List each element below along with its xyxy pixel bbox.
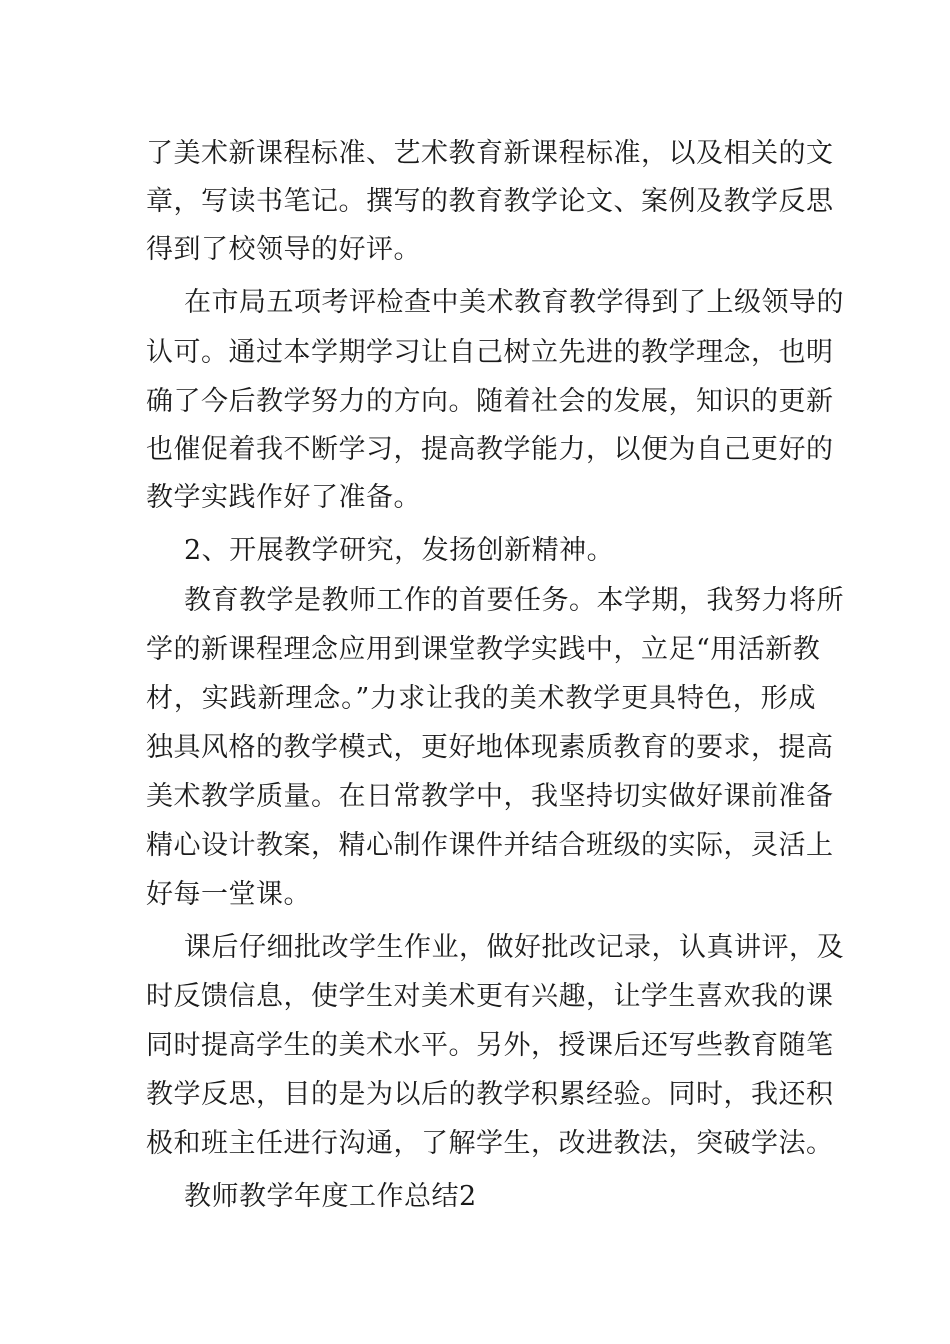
paragraph-1-line-3: 得到了校领导的好评。 — [146, 234, 421, 265]
paragraph-4-line-4: 教学反思，目的是为以后的教学积累经验。同时，我还积 — [146, 1079, 834, 1110]
paragraph-3-line-5: 美术教学质量。在日常教学中，我坚持切实做好课前准备 — [146, 781, 834, 812]
paragraph-3-line-2: 学的新课程理念应用到课堂教学实践中，立足“用活新教 — [146, 634, 821, 665]
paragraph-3-line-6: 精心设计教案，精心制作课件并结合班级的实际，灵活上 — [146, 830, 834, 861]
paragraph-4-line-3: 同时提高学生的美术水平。另外，授课后还写些教育随笔 — [146, 1030, 834, 1061]
paragraph-4-line-1: 课后仔细批改学生作业，做好批改记录，认真讲评，及 — [184, 932, 844, 963]
paragraph-4-line-5: 极和班主任进行沟通，了解学生，改进教法，突破学法。 — [146, 1128, 834, 1159]
paragraph-1-line-2: 章，写读书笔记。撰写的教育教学论文、案例及教学反思 — [146, 186, 834, 217]
paragraph-3-line-7: 好每一堂课。 — [146, 879, 311, 910]
paragraph-2-line-1: 在市局五项考评检查中美术教育教学得到了上级领导的 — [184, 287, 844, 318]
paragraph-3-line-1: 教育教学是教师工作的首要任务。本学期，我努力将所 — [184, 585, 844, 616]
paragraph-3-line-4: 独具风格的教学模式，更好地体现素质教育的要求，提高 — [146, 732, 834, 763]
paragraph-1-line-1: 了美术新课程标准、艺术教育新课程标准，以及相关的文 — [146, 138, 834, 169]
paragraph-2-line-4: 也催促着我不断学习，提高教学能力，以便为自己更好的 — [146, 434, 834, 465]
section-title: 教师教学年度工作总结2 — [184, 1181, 477, 1212]
paragraph-2-line-2: 认可。通过本学期学习让自己树立先进的教学理念，也明 — [146, 337, 834, 368]
paragraph-2-line-3: 确了今后教学努力的方向。随着社会的发展，知识的更新 — [146, 386, 834, 417]
paragraph-3-line-3: 材，实践新理念。”力求让我的美术教学更具特色，形成 — [146, 683, 816, 714]
section-heading-2: 2、开展教学研究，发扬创新精神。 — [184, 535, 615, 566]
paragraph-2-line-5: 教学实践作好了准备。 — [146, 482, 421, 513]
paragraph-4-line-2: 时反馈信息，使学生对美术更有兴趣，让学生喜欢我的课 — [146, 981, 834, 1012]
